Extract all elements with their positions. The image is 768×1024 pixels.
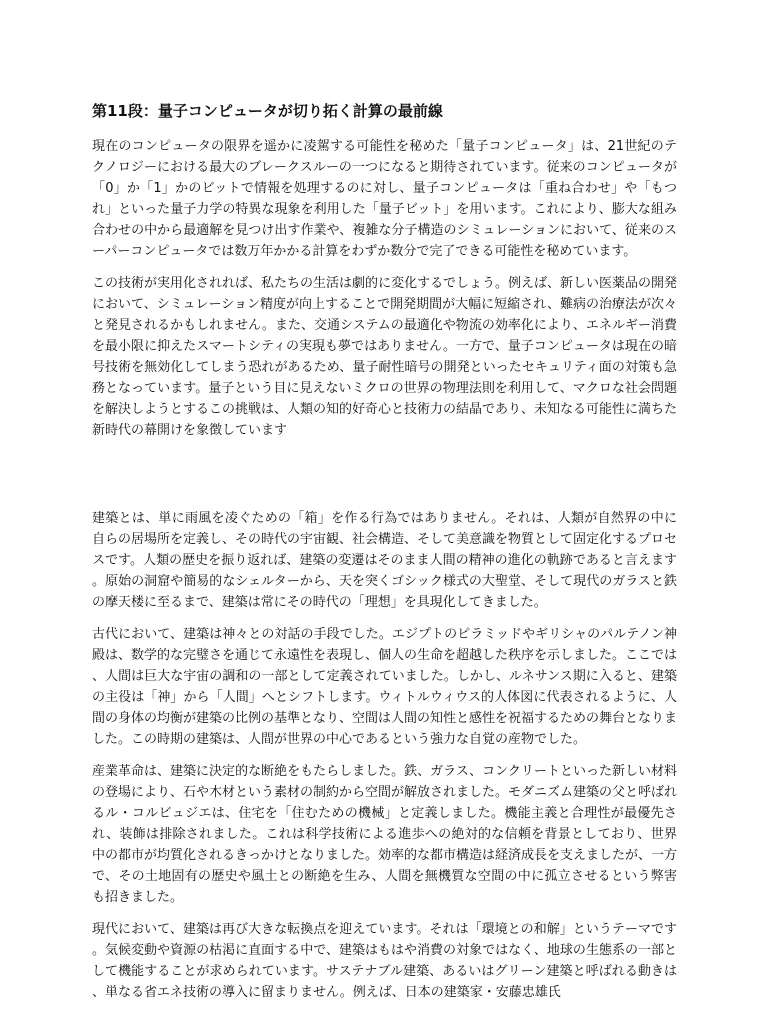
paragraph-quantum-impact: この技術が実用化されれば、私たちの生活は劇的に変化するでしょう。例えば、新しい医薬品の開発において、シミュレーション精度が向上することで開発期間が大幅に短縮され、難病の治療法が次々と発見されるかもしれません。また、交通システムの最適化や物流の効率化により、エネルギー消費を最小限に抑えたスマートシティの実現も夢ではありません。一方で、量子コンピュータは現在の暗号技術を無効化してしまう恐れがあるため、量子耐性暗号の開発といったセキュリティ面の対策も急務となっています。量子という目に見えないミクロの世界の物理法則を利用して、マクロな社会問題を解決しようとするこの挑戦は、人類の知的好奇心と技術力の結晶であり、未知なる可能性に満ちた新時代の幕開けを象徴しています [92,276,678,438]
page-title: 第11段：量子コンピュータが切り拓く計算の最前線 [92,102,443,120]
document-page [92,100,677,1014]
paragraph-quantum-intro: 現在のコンピュータの限界を遥かに凌駕する可能性を秘めた「量子コンピュータ」は、21世紀のテクノロジーにおける最大のブレークスルーの一つになると期待されています。従来のコンピュータが「0」か「1」かのビットで情報を処理するのに対し、量子コンピュータは「重ね合わせ」や「もつれ」といった量子力学の特異な現象を利用した「量子ビット」を用います。これにより、膨大な組み合わせの中から最適解を見つけ出す作業や、複雑な分子構造のシミュレーションにおいて、従来のスーパーコンピュータでは数万年かかる計算をわずか数分で完了できる可能性を秘めています。 [92,139,677,259]
section-spacer [92,452,677,508]
paragraph-architecture-ancient: 古代において、建築は神々との対話の手段でした。エジプトのピラミッドやギリシャのパルテノン神殿は、数学的な完璧さを通じて永遠性を表現し、個人の生命を超越した秩序を示しました。ここでは、人間は巨大な宇宙の調和の一部として定義されていました。しかし、ルネサンス期に入ると、建築の主役は「神」から「人間」へとシフトします。ウィトルウィウス的人体図に代表されるように、人間の身体の均衡が建築の比例の基準となり、空間は人間の知性と感性を祝福するための舞台となりました。この時期の建築は、人間が世界の中心であるという強力な自覚の産物でした。 [92,627,678,747]
paragraph-architecture-modern: 現代において、建築は再び大きな転換点を迎えています。それは「環境との和解」というテーマです。気候変動や資源の枯渇に直面する中で、建築はもはや消費の対象ではなく、地球の生態系の一部として機能することが求められています。サステナブル建築、あるいはグリーン建築と呼ばれる動きは、単なる省エネ技術の導入に留まりません。例えば、日本の建築家・安藤忠雄氏 [92,922,677,1000]
paragraph-architecture-industrial: 産業革命は、建築に決定的な断絶をもたらしました。鉄、ガラス、コンクリートといった新しい材料の登場により、石や木材という素材の制約から空間が解放されました。モダニズム建築の父と呼ばれるル・コルビュジエは、住宅を「住むための機械」と定義しました。機能主義と合理性が最優先され、装飾は排除されました。これは科学技術による進歩への絶対的な信頼を背景としており、世界中の都市が均質化されるきっかけとなりました。効率的な都市構造は経済成長を支えましたが、一方で、その土地固有の歴史や風土との断絶を生み、人間を無機質な空間の中に孤立させるという弊害も招きました。 [92,764,678,905]
paragraph-architecture-intro: 建築とは、単に雨風を凌ぐための「箱」を作る行為ではありません。それは、人類が自然界の中に自らの居場所を定義し、その時代の宇宙観、社会構造、そして美意識を物質として固定化するプロセスです。人類の歴史を振り返れば、建築の変遷はそのまま人間の精神の進化の軌跡であると言えます。原始の洞窟や簡易的なシェルターから、天を突くゴシック様式の大聖堂、そして現代のガラスと鉄の摩天楼に至るまで、建築は常にその時代の「理想」を具現化してきました。 [92,511,678,610]
